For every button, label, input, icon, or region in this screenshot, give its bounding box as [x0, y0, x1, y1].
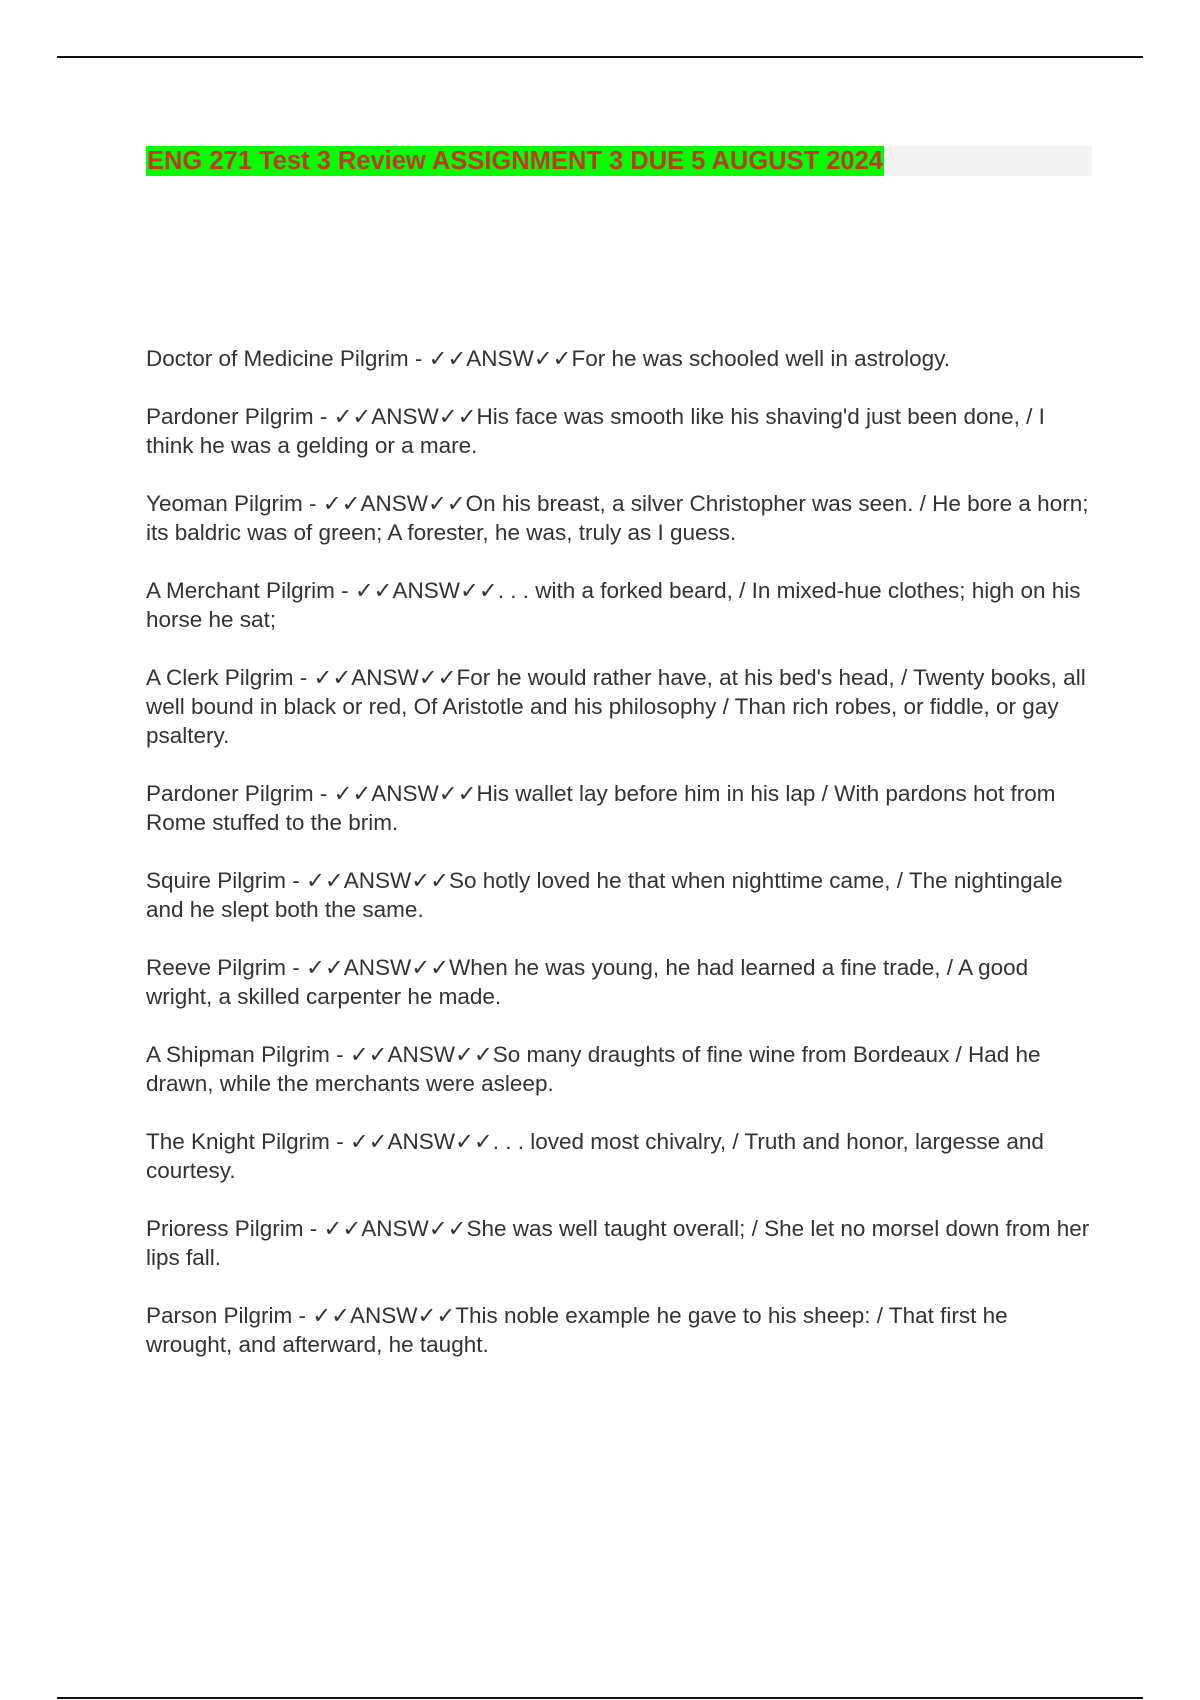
entry-answer: His face was smooth like his shaving'd just been done, / I think he was a gelding or a mare.: [146, 404, 1045, 458]
qa-entry: A Merchant Pilgrim - ✓✓ANSW✓✓. . . with a forked beard, / In mixed-hue clothes; high on his horse he sat;: [146, 578, 1081, 632]
entry-term: Doctor of Medicine Pilgrim: [146, 346, 409, 371]
answer-marker: ✓✓ANSW✓✓: [349, 1042, 493, 1067]
qa-entry: Yeoman Pilgrim - ✓✓ANSW✓✓On his breast, a silver Christopher was seen. / He bore a horn; its baldric was of green; A forester, he was, truly as I guess.: [146, 491, 1089, 545]
qa-entry: Squire Pilgrim - ✓✓ANSW✓✓So hotly loved he that when nighttime came, / The nightingale and he slept both the same.: [146, 868, 1063, 922]
answer-marker: ✓✓ANSW✓✓: [312, 1303, 456, 1328]
answer-marker: ✓✓ANSW✓✓: [428, 346, 572, 371]
entry-answer: So hotly loved he that when nighttime came, / The nightingale and he slept both the same.: [146, 868, 1063, 922]
entry-answer: . . . loved most chivalry, / Truth and honor, largesse and courtesy.: [146, 1129, 1044, 1183]
entry-term: Parson Pilgrim: [146, 1303, 293, 1328]
qa-entry: A Clerk Pilgrim - ✓✓ANSW✓✓For he would rather have, at his bed's head, / Twenty books, all well bound in black or red, Of Aristotle and his philosophy / Than rich robes, or fiddle, or gay psaltery.: [146, 665, 1086, 748]
answer-marker: ✓✓ANSW✓✓: [349, 1129, 493, 1154]
qa-entry: Reeve Pilgrim - ✓✓ANSW✓✓When he was young, he had learned a fine trade, / A good wright, a skilled carpenter he made.: [146, 955, 1029, 1009]
entry-term: Prioress Pilgrim: [146, 1216, 304, 1241]
answer-marker: ✓✓ANSW✓✓: [313, 665, 457, 690]
entry-term: Pardoner Pilgrim: [146, 404, 314, 429]
entry-answer: This noble example he gave to his sheep: / That first he wrought, and afterward, he taught.: [146, 1303, 1008, 1357]
entry-term: Reeve Pilgrim: [146, 955, 287, 980]
qa-entry: The Knight Pilgrim - ✓✓ANSW✓✓. . . loved most chivalry, / Truth and honor, largesse and courtesy.: [146, 1129, 1044, 1183]
document-title: ENG 271 Test 3 Review ASSIGNMENT 3 DUE 5 AUGUST 2024: [147, 147, 883, 175]
answer-marker: ✓✓ANSW✓✓: [323, 1216, 467, 1241]
entry-answer: His wallet lay before him in his lap / With pardons hot from Rome stuffed to the brim.: [146, 781, 1056, 835]
entry-term: The Knight Pilgrim: [146, 1129, 330, 1154]
entry-term: A Shipman Pilgrim: [146, 1042, 330, 1067]
answer-marker: ✓✓ANSW✓✓: [306, 955, 449, 980]
qa-entry: Pardoner Pilgrim - ✓✓ANSW✓✓His wallet lay before him in his lap / With pardons hot from Rome stuffed to the brim.: [146, 781, 1056, 835]
entry-answer: . . . with a forked beard, / In mixed-hue clothes; high on his horse he sat;: [146, 578, 1081, 632]
qa-list: [146, 344, 1092, 1388]
answer-marker: ✓✓ANSW✓✓: [322, 491, 466, 516]
top-rule: [57, 56, 1143, 58]
entry-answer: When he was young, he had learned a fine trade, / A good wright, a skilled carpenter he made.: [146, 955, 1029, 1009]
entry-answer: So many draughts of fine wine from Bordeaux / Had he drawn, while the merchants were asleep.: [146, 1042, 1041, 1096]
qa-entry: Pardoner Pilgrim - ✓✓ANSW✓✓His face was smooth like his shaving'd just been done, / I think he was a gelding or a mare.: [146, 404, 1045, 458]
answer-marker: ✓✓ANSW✓✓: [333, 404, 477, 429]
entry-term: A Merchant Pilgrim: [146, 578, 335, 603]
qa-entry: Doctor of Medicine Pilgrim - ✓✓ANSW✓✓For he was schooled well in astrology.: [146, 346, 951, 371]
entry-term: Yeoman Pilgrim: [146, 491, 303, 516]
answer-marker: ✓✓ANSW✓✓: [333, 781, 477, 806]
entry-term: Squire Pilgrim: [146, 868, 287, 893]
answer-marker: ✓✓ANSW✓✓: [354, 578, 498, 603]
answer-marker: ✓✓ANSW✓✓: [306, 868, 449, 893]
entry-term: A Clerk Pilgrim: [146, 665, 294, 690]
qa-entry: Prioress Pilgrim - ✓✓ANSW✓✓She was well taught overall; / She let no morsel down from her lips fall.: [146, 1216, 1090, 1270]
entry-answer: For he was schooled well in astrology.: [571, 346, 951, 371]
qa-entry: Parson Pilgrim - ✓✓ANSW✓✓This noble example he gave to his sheep: / That first he wrought, and afterward, he taught.: [146, 1303, 1008, 1357]
qa-entry: A Shipman Pilgrim - ✓✓ANSW✓✓So many draughts of fine wine from Bordeaux / Had he drawn, while the merchants were asleep.: [146, 1042, 1041, 1096]
entry-term: Pardoner Pilgrim: [146, 781, 314, 806]
entry-answer: On his breast, a silver Christopher was seen. / He bore a horn; its baldric was of green; A forester, he was, truly as I guess.: [146, 491, 1089, 545]
entry-answer: For he would rather have, at his bed's head, / Twenty books, all well bound in black or red, Of Aristotle and his philosophy / Than rich robes, or fiddle, or gay psaltery.: [146, 665, 1086, 748]
bottom-rule: [57, 1697, 1143, 1699]
entry-answer: She was well taught overall; / She let no morsel down from her lips fall.: [146, 1216, 1090, 1270]
